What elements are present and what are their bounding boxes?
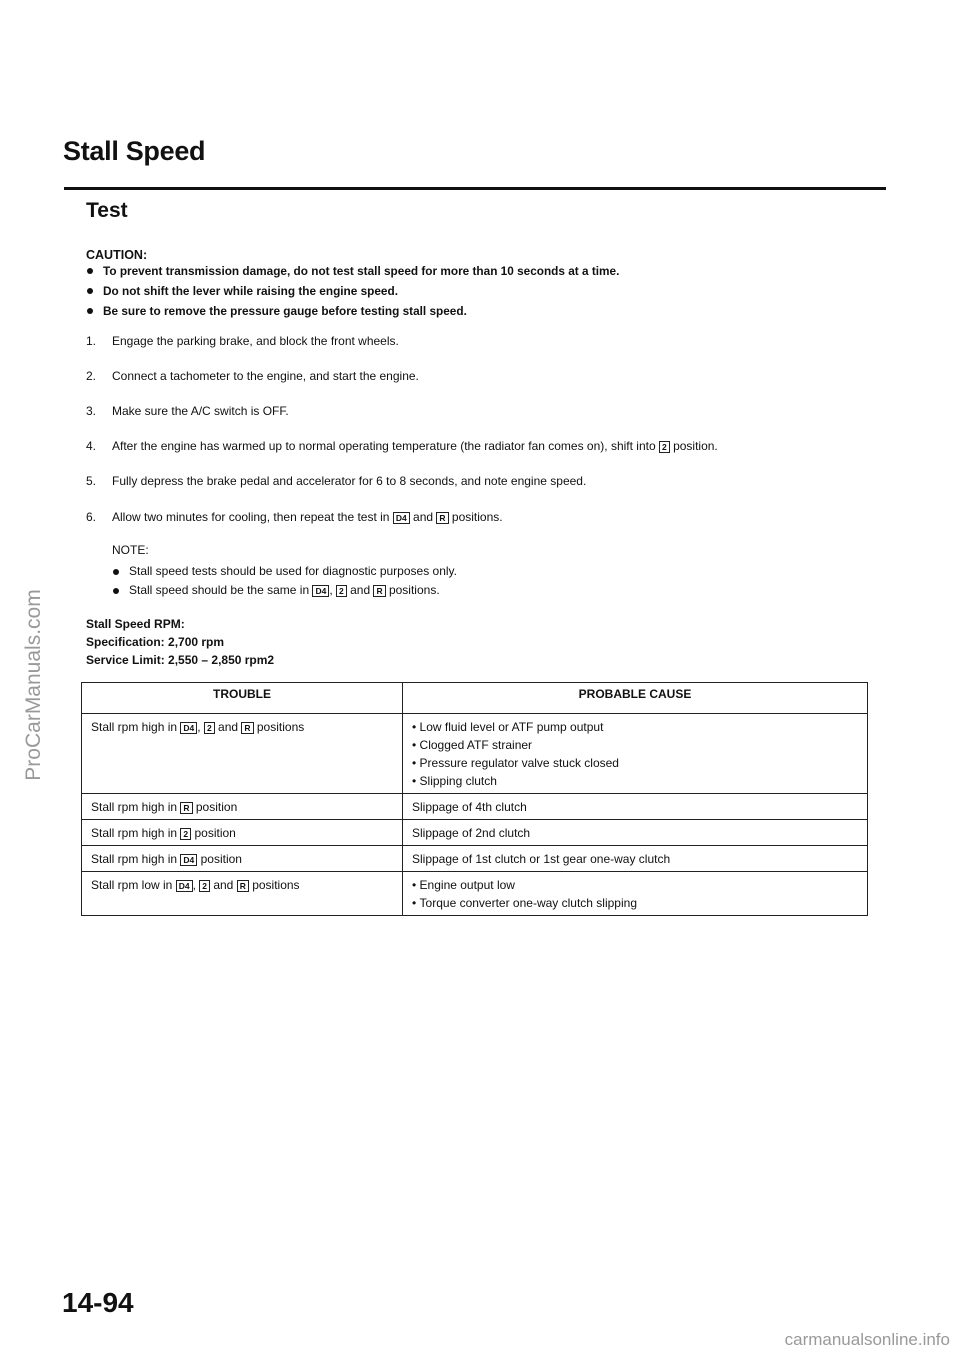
trouble-text: and xyxy=(213,878,234,892)
trouble-text: Stall rpm high in xyxy=(91,826,178,840)
gear-d4-icon: D4 xyxy=(180,854,197,866)
cause-item: • Engine output low xyxy=(412,876,858,894)
step-number: 5. xyxy=(86,474,97,488)
gear-r-icon: R xyxy=(436,512,448,524)
rpm-heading: Stall Speed RPM: xyxy=(86,617,185,631)
gear-d4-icon: D4 xyxy=(180,722,197,734)
trouble-text: Stall rpm high in xyxy=(91,720,178,734)
trouble-text: positions xyxy=(256,720,305,734)
cause-cell xyxy=(403,872,868,916)
table-row xyxy=(82,794,868,820)
rpm-specification: Specification: 2,700 rpm xyxy=(86,635,225,649)
step-number: 4. xyxy=(86,439,97,453)
table-row xyxy=(82,846,868,872)
trouble-text: Stall rpm low in xyxy=(91,878,173,892)
step-number: 2. xyxy=(86,369,97,383)
caution-item: Be sure to remove the pressure gauge before testing stall speed. xyxy=(86,301,619,321)
note-item: Stall speed tests should be used for diagnostic purposes only. xyxy=(112,562,457,581)
step-text: Allow two minutes for cooling, then repeat the test in xyxy=(112,510,390,524)
rpm-service-limit: Service Limit: 2,550 – 2,850 rpm2 xyxy=(86,653,275,667)
cause-item: • Slipping clutch xyxy=(412,772,858,790)
step-5 xyxy=(86,474,586,488)
step-text: After the engine has warmed up to normal operating temperature (the radiator fan comes on), shift into xyxy=(112,439,656,453)
troubleshooting-table xyxy=(81,682,868,916)
step-number: 1. xyxy=(86,334,97,348)
trouble-text: Stall rpm high in xyxy=(91,852,178,866)
caution-item: To prevent transmission damage, do not test stall speed for more than 10 seconds at a time. xyxy=(86,261,619,281)
note-label: NOTE: xyxy=(112,543,149,557)
step-text: Make sure the A/C switch is OFF. xyxy=(112,404,289,418)
note-item: Stall speed should be the same in D4 , 2 and R positions. xyxy=(112,581,457,600)
cause-cell xyxy=(403,714,868,794)
note-text: Stall speed should be the same in xyxy=(129,583,310,597)
title-rule xyxy=(64,187,886,190)
table-row xyxy=(82,820,868,846)
gear-2-icon: 2 xyxy=(659,441,670,453)
gear-r-icon: R xyxy=(241,722,253,734)
note-text: and xyxy=(350,583,371,597)
trouble-text: position xyxy=(195,800,238,814)
section-subtitle: Test xyxy=(86,199,128,222)
table-row xyxy=(82,714,868,794)
step-text: and xyxy=(413,510,434,524)
gear-d4-icon: D4 xyxy=(312,585,329,597)
cause-cell: Slippage of 2nd clutch xyxy=(403,820,868,846)
caution-item: Do not shift the lever while raising the engine speed. xyxy=(86,281,619,301)
header-trouble: TROUBLE xyxy=(82,683,403,714)
step-text: Fully depress the brake pedal and accelerator for 6 to 8 seconds, and note engine speed. xyxy=(112,474,587,488)
gear-2-icon: 2 xyxy=(204,722,215,734)
header-probable-cause: PROBABLE CAUSE xyxy=(403,683,868,714)
caution-list xyxy=(86,261,619,321)
cause-item: • Clogged ATF strainer xyxy=(412,736,858,754)
trouble-text: position xyxy=(194,826,236,840)
step-2 xyxy=(86,369,419,383)
step-number: 6. xyxy=(86,510,97,524)
table-row xyxy=(82,872,868,916)
caution-label: CAUTION: xyxy=(86,248,148,262)
step-6 xyxy=(86,510,503,524)
gear-d4-icon: D4 xyxy=(176,880,193,892)
gear-r-icon: R xyxy=(373,585,385,597)
step-text: position. xyxy=(673,439,718,453)
step-text: positions. xyxy=(451,510,503,524)
step-3 xyxy=(86,404,289,418)
gear-2-icon: 2 xyxy=(199,880,210,892)
footer-watermark: carmanualsonline.info xyxy=(784,1330,950,1349)
step-text: Connect a tachometer to the engine, and start the engine. xyxy=(112,369,419,383)
step-number: 3. xyxy=(86,404,97,418)
cause-item: • Torque converter one-way clutch slipping xyxy=(412,894,858,912)
gear-2-icon: 2 xyxy=(336,585,347,597)
table-header-row xyxy=(82,683,868,714)
page-title: Stall Speed xyxy=(63,136,206,166)
note-text: positions. xyxy=(388,583,440,597)
trouble-cell xyxy=(82,846,403,872)
trouble-cell xyxy=(82,820,403,846)
side-watermark xyxy=(14,555,54,815)
trouble-text: Stall rpm high in xyxy=(91,800,178,814)
note-list xyxy=(112,562,457,600)
gear-r-icon: R xyxy=(180,802,192,814)
cause-cell: Slippage of 4th clutch xyxy=(403,794,868,820)
cause-item: • Pressure regulator valve stuck closed xyxy=(412,754,858,772)
cause-item: • Low fluid level or ATF pump output xyxy=(412,718,858,736)
side-watermark-text: ProCarManuals.com xyxy=(22,589,45,781)
step-text: Engage the parking brake, and block the front wheels. xyxy=(112,334,399,348)
trouble-cell: Stall rpm high in D4 , 2 and R positions xyxy=(82,714,403,794)
gear-2-icon: 2 xyxy=(180,828,191,840)
page-number: 14-94 xyxy=(62,1287,134,1318)
trouble-text: position xyxy=(200,852,242,866)
gear-r-icon: R xyxy=(237,880,249,892)
step-4 xyxy=(86,439,718,453)
trouble-text: and xyxy=(218,720,239,734)
trouble-cell: Stall rpm low in D4 , 2 and R positions xyxy=(82,872,403,916)
step-1 xyxy=(86,334,399,348)
gear-d4-icon: D4 xyxy=(393,512,410,524)
trouble-cell xyxy=(82,794,403,820)
trouble-text: positions xyxy=(252,878,300,892)
cause-cell: Slippage of 1st clutch or 1st gear one-way clutch xyxy=(403,846,868,872)
